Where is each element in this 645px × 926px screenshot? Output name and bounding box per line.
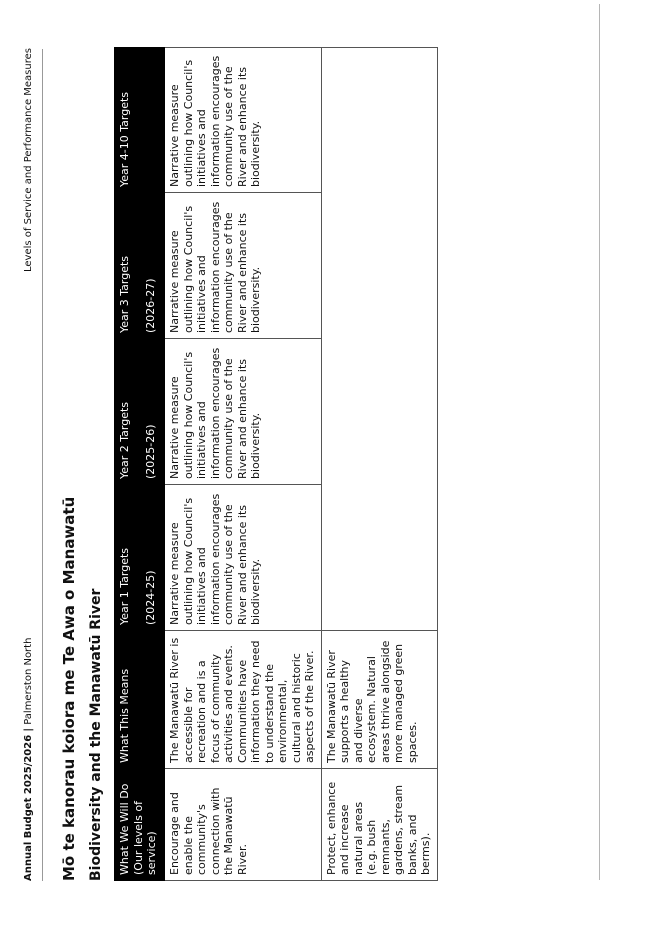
header-label: Year 3 Targets: [118, 255, 131, 333]
header-period: (2026-27): [143, 278, 157, 333]
table-row: [321, 48, 437, 881]
header-label: Year 1 Targets: [118, 547, 131, 625]
header-label: What We Will Do (Our levels of service): [118, 783, 158, 875]
cell-year3-target: Narrative measure outlining how Council's initiatives and information encourages community use of the River and enhance its biodiversity.: [165, 193, 322, 339]
header-rule: [42, 49, 43, 881]
table-header-row: [115, 48, 165, 881]
header-label: What This Means: [118, 668, 131, 763]
section-heading-maori: Mō te kanorau koiora me Te Awa o Manawatū: [60, 496, 78, 881]
header-label: Year 2 Targets: [118, 401, 131, 479]
org-name: Palmerston North: [23, 637, 34, 725]
cell-what-we-do: Protect, enhance and increase natural areas (e.g. bush remnants, gardens, stream banks, and berms).: [321, 769, 437, 881]
table-row: [165, 48, 322, 881]
col-header-what-this-means: [115, 631, 165, 769]
cell-what-this-means: The Manawatū River supports a healthy and diverse ecosystem. Natural areas thrive alongside more managed green spaces.: [321, 631, 437, 769]
running-header-left: [23, 638, 34, 881]
cell-year2-target: Narrative measure outlining how Council's initiatives and information encourages community use of the River and enhance its biodiversity.: [165, 339, 322, 485]
levels-of-service-table: [114, 47, 438, 881]
col-header-year2: [115, 339, 165, 485]
section-heading: Biodiversity and the Manawatū River: [88, 588, 104, 881]
col-header-year1: [115, 485, 165, 631]
col-header-year4-10: [115, 48, 165, 193]
cell-year1-target: Narrative measure outlining how Council's initiatives and information encourages community use of the River and enhance its biodiversity.: [165, 485, 322, 631]
running-header-right: Levels of Service and Performance Measures: [23, 48, 34, 272]
doc-title: Annual Budget 2025/2026: [23, 734, 34, 881]
cell-what-this-means: The Manawatū River is accessible for recreation and is a focus of community activities and events. Communities have information they need to understand the environmental, cultural and historic aspects of the River.: [165, 631, 322, 769]
cell-year4-10-target: Narrative measure outlining how Council's initiatives and information encourages community use of the River and enhance its biodiversity.: [165, 48, 322, 193]
header-label: Year 4-10 Targets: [118, 91, 131, 187]
col-header-year3: [115, 193, 165, 339]
header-period: (2025-26): [143, 424, 157, 479]
cell-what-we-do: Encourage and enable the community's connection with the Manawatū River.: [165, 769, 322, 881]
header-separator: |: [23, 727, 34, 732]
cell-empty: [321, 48, 437, 631]
col-header-what-we-will-do: [115, 769, 165, 881]
header-period: (2024-25): [143, 570, 157, 625]
